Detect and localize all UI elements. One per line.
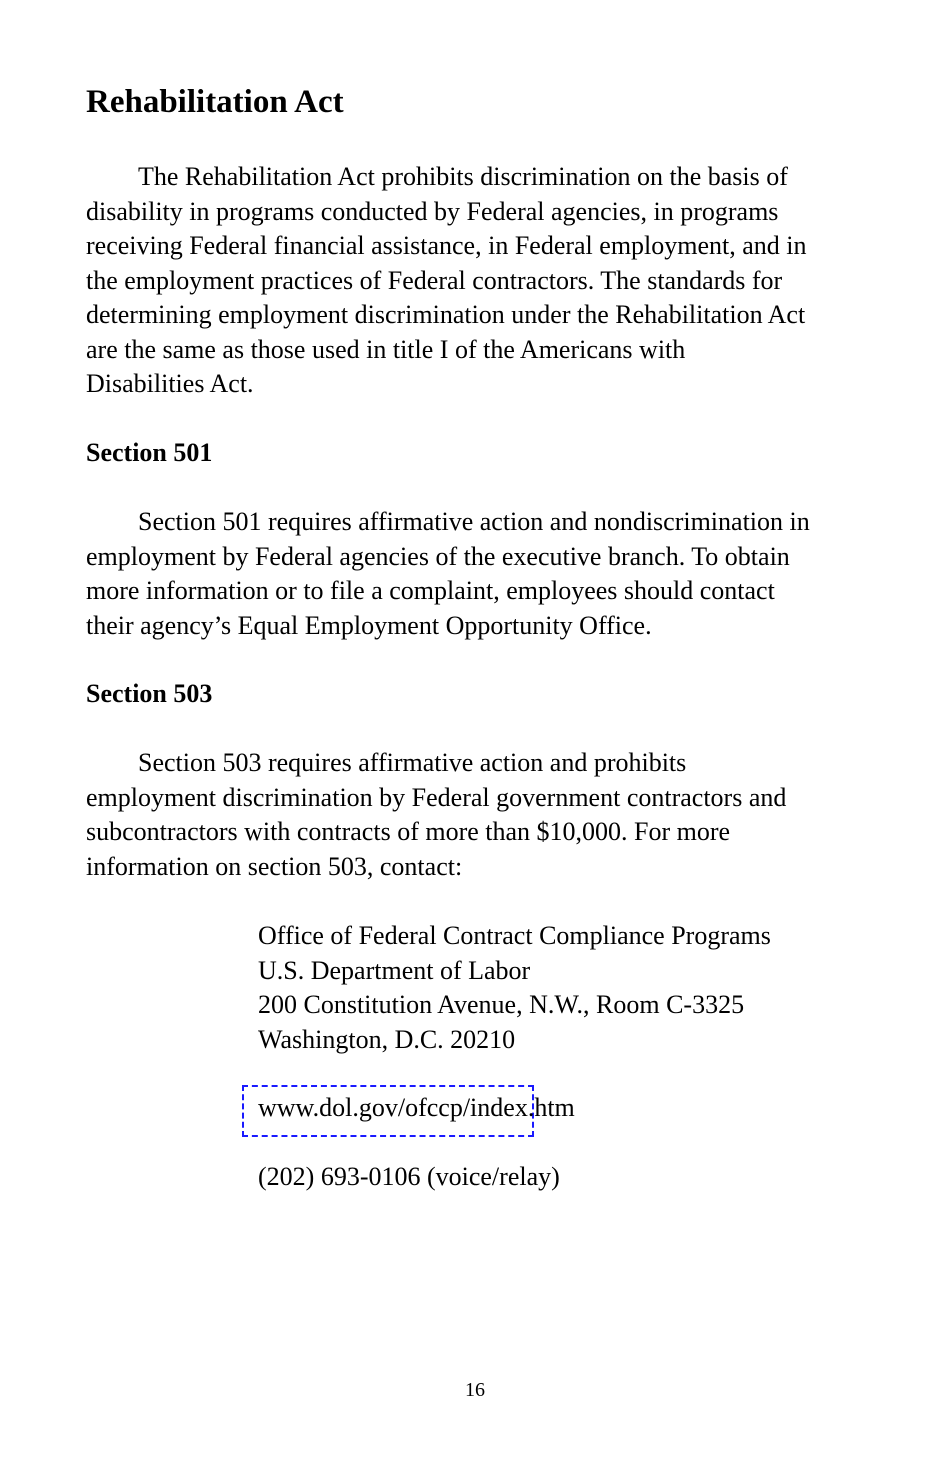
section-501-heading: Section 501 [86,438,213,467]
section-501-paragraph: Section 501 requires affirmative action and nondiscrimination in employment by Federal agencies of the executive branch. To obtain more information or to file a complaint, employees should contact their agency’s Equal Employment Opportunity Office. [86,507,810,640]
contact-phone: (202) 693-0106 (voice/relay) [258,1162,560,1191]
ofccp-website-link[interactable]: www.dol.gov/ofccp/index.htm [258,1093,575,1122]
page-title: Rehabilitation Act [86,84,344,120]
contact-address: Office of Federal Contract Compliance Programs U.S. Department of Labor 200 Constitution Avenue, N.W., Room C-3325 Washington, D.C. 20210 [258,921,771,1054]
section-503-paragraph: Section 503 requires affirmative action and prohibits employment discrimination by Federal government contractors and subcontractors with contracts of more than $10,000. For more information on section 503, contact: [86,748,787,881]
intro-paragraph: The Rehabilitation Act prohibits discrimination on the basis of disability in programs conducted by Federal agencies, in programs receiving Federal financial assistance, in Federal employment, and in the employment practices of Federal contractors. The standards for determining employment discrimination under the Rehabilitation Act are the same as those used in title I of the Americans with Disabilities Act. [86,162,807,398]
section-503-heading: Section 503 [86,679,213,708]
page-number: 16 [465,1379,485,1401]
